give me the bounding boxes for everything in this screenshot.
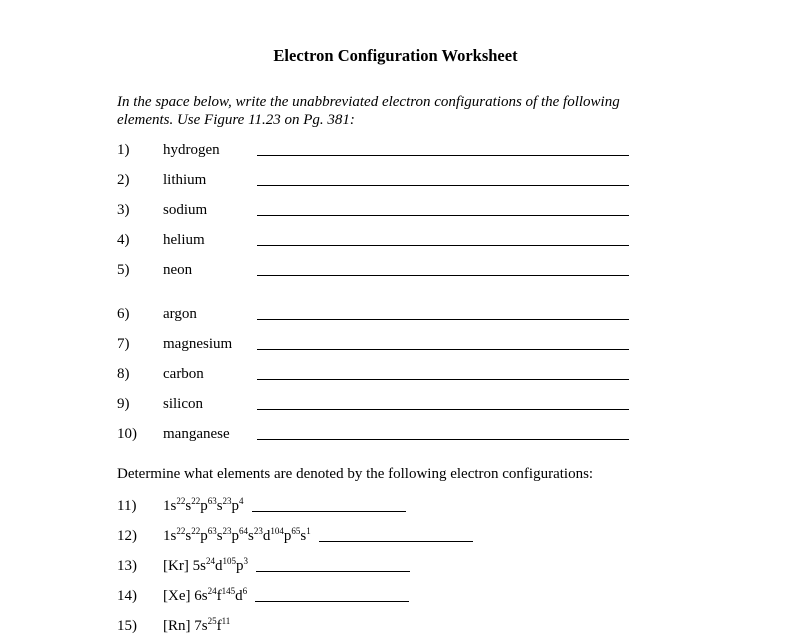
element-name: hydrogen (163, 142, 220, 158)
answer-blank[interactable] (256, 571, 410, 572)
question-number: 10) (117, 426, 137, 442)
question-number: 11) (117, 498, 137, 514)
instructions: In the space below, write the unabbreviated electron configurations of the following elements. Use Figure 11.23 on Pg. 381: (117, 94, 620, 128)
worksheet-title: Electron Configuration Worksheet (273, 46, 518, 65)
section-heading: Determine what elements are denoted by the following electron configurations: (117, 466, 594, 482)
question-number: 1) (117, 142, 130, 158)
electron-configuration: [Rn] $7s^{25}f^{11}$ (163, 616, 231, 634)
element-name: manganese (163, 426, 230, 442)
electron-configuration: $1s^{22}s^{22}p^{63}s^{23}p^4$ (163, 496, 406, 516)
question-number: 13) (117, 558, 137, 574)
answer-blank[interactable] (257, 349, 629, 350)
answer-blank[interactable] (255, 601, 409, 602)
question-number: 2) (117, 172, 130, 188)
question-number: 12) (117, 528, 137, 544)
answer-blank[interactable] (257, 245, 629, 246)
element-name: magnesium (163, 336, 233, 352)
question-number: 14) (117, 588, 137, 604)
question-number: 9) (117, 396, 130, 412)
question-number: 15) (117, 618, 137, 634)
electron-configuration: [Xe] $6s^{24}f^{145}d^6$ (163, 586, 409, 606)
question-number: 4) (117, 232, 130, 248)
answer-blank[interactable] (257, 185, 629, 186)
element-name: helium (163, 232, 205, 248)
electron-configuration: [Kr] $5s^{24}d^{105}p^3$ (163, 556, 410, 576)
answer-blank[interactable] (319, 541, 473, 542)
answer-blank[interactable] (257, 409, 629, 410)
question-number: 6) (117, 306, 130, 322)
electron-configuration: $1s^{22}s^{22}p^{63}s^{23}p^{64}s^{23}d^{104}p^{65}s^1$ (163, 526, 473, 546)
element-name: lithium (163, 172, 207, 188)
element-name: carbon (163, 366, 204, 382)
answer-blank[interactable] (257, 439, 629, 440)
question-number: 7) (117, 336, 130, 352)
answer-blank[interactable] (257, 319, 629, 320)
element-name: silicon (163, 396, 203, 412)
answer-blank[interactable] (257, 379, 629, 380)
answer-blank[interactable] (257, 275, 629, 276)
answer-blank[interactable] (252, 511, 406, 512)
question-number: 3) (117, 202, 130, 218)
element-name: neon (163, 262, 193, 278)
answer-blank[interactable] (257, 215, 629, 216)
answer-blank[interactable] (257, 155, 629, 156)
element-name: argon (163, 306, 197, 322)
element-name: sodium (163, 202, 208, 218)
question-number: 5) (117, 262, 130, 278)
question-number: 8) (117, 366, 130, 382)
